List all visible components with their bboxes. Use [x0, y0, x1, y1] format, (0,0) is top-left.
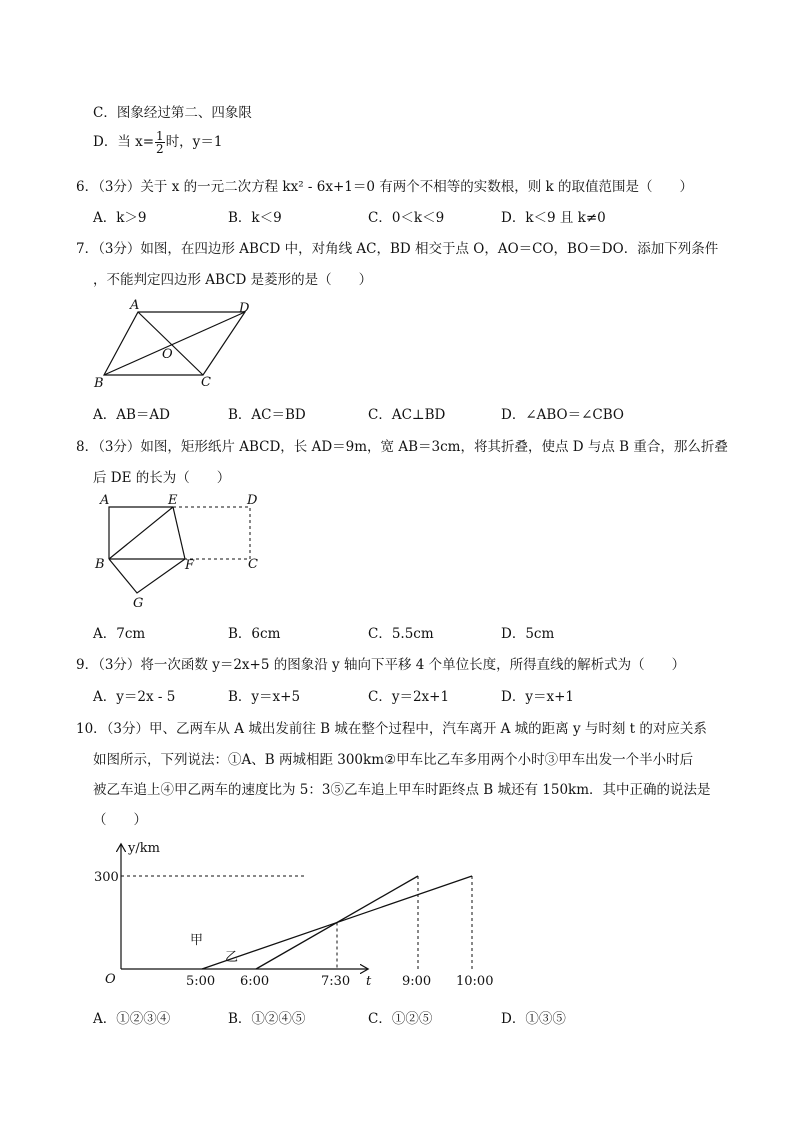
- q6-stem: 6．（3分）关于 x 的一元二次方程 kx² - 6x+1＝0 有两个不相等的实数根，则 k 的取值范围是（ ）: [76, 179, 694, 195]
- q7-option-a[interactable]: A．AB＝AD: [93, 407, 170, 423]
- segment-be: [109, 507, 173, 559]
- fold-line-ef: [173, 507, 185, 559]
- q10-option-c[interactable]: C．①②⑤: [368, 1011, 433, 1027]
- q8-stem-line1: 8．（3分）如图，矩形纸片 ABCD，长 AD＝9m，宽 AB＝3cm，将其折叠，使点 D 与点 B 重合，那么折叠: [76, 439, 728, 455]
- dashed-original-edcf: [173, 507, 250, 559]
- q6-option-c[interactable]: C．0＜k＜9: [368, 210, 445, 226]
- q5-option-c: C．图象经过第二、四象限: [93, 105, 252, 121]
- q6-option-b[interactable]: B．k＜9: [228, 210, 282, 226]
- q7-stem-line2: ，不能判定四边形 ABCD 是菱形的是（ ）: [93, 272, 373, 288]
- y-axis-label: y/km: [128, 841, 160, 856]
- q7-option-b[interactable]: B．AC＝BD: [228, 407, 306, 423]
- distance-time-chart: [94, 835, 494, 995]
- q8-option-c[interactable]: C．5.5cm: [368, 626, 434, 642]
- label-b: B: [94, 376, 104, 391]
- x-tick-label: 6:00: [240, 974, 270, 989]
- q9-stem: 9．（3分）将一次函数 y＝2x+5 的图象沿 y 轴向下平移 4 个单位长度，所得直线的解析式为（ ）: [76, 657, 686, 673]
- q8-option-b[interactable]: B．6cm: [228, 626, 281, 642]
- q6-options: [93, 206, 733, 226]
- q7-option-c[interactable]: C．AC⊥BD: [368, 407, 446, 423]
- q10-option-a[interactable]: A．①②③④: [93, 1011, 171, 1027]
- q8-fold-figure: [90, 490, 270, 615]
- q7-option-d[interactable]: D．∠ABO＝∠CBO: [501, 407, 625, 423]
- q7-stem-line1: 7．（3分）如图，在四边形 ABCD 中，对角线 AC，BD 相交于点 O，AO＝CO，BO＝DO．添加下列条件: [76, 241, 719, 257]
- label-d: D: [239, 301, 250, 316]
- q9-option-c[interactable]: C．y＝2x+1: [368, 689, 450, 705]
- q10-stem-line1: 10．（3分）甲、乙两车从 A 城出发前往 B 城在整个过程中，汽车离开 A 城的距离 y 与时刻 t 的对应关系: [76, 721, 707, 737]
- origin-label: O: [105, 972, 116, 987]
- q5-option-d: D．当 x= $\frac{1}{2}$ 时，y＝1: [93, 129, 223, 156]
- label-g: G: [133, 596, 144, 611]
- label-b: B: [95, 557, 105, 572]
- label-o: O: [162, 347, 173, 362]
- x-tick-label: 10:00: [456, 974, 494, 989]
- q10-stem-line4: （ ）: [93, 812, 147, 828]
- x-axis-label: t: [366, 974, 372, 989]
- label-c: C: [248, 557, 258, 572]
- q6-option-d[interactable]: D．k＜9 且 k≠0: [501, 210, 606, 226]
- x-tick-label: 9:00: [402, 974, 432, 989]
- q8-option-a[interactable]: A．7cm: [93, 626, 146, 642]
- fraction: $\frac{1}{2}$: [156, 129, 164, 156]
- q7-rhombus-figure: [90, 295, 260, 390]
- label-f: F: [185, 558, 195, 573]
- label-c: C: [201, 375, 211, 390]
- y-tick-label: 300: [94, 870, 119, 885]
- x-tick-label: 7:30: [321, 974, 351, 989]
- q9-option-d[interactable]: D．y＝x+1: [501, 689, 574, 705]
- q10-stem-line2: 如图所示，下列说法：①A、B 两城相距 300km②甲车比乙车多用两个小时③甲车出发一个半小时后: [93, 752, 694, 768]
- label-a: A: [130, 298, 140, 313]
- q10-stem-line3: 被乙车追上④甲乙两车的速度比为 5：3⑤乙车追上甲车时距终点 B 城还有 150km．其中正确的说法是: [93, 782, 711, 798]
- q9-options: [93, 685, 733, 705]
- series-label-yi: 乙: [225, 950, 239, 965]
- series-label-jia: 甲: [190, 933, 204, 948]
- q8-option-d[interactable]: D．5cm: [501, 626, 555, 642]
- q6-option-a[interactable]: A．k＞9: [93, 210, 147, 226]
- q8-stem-line2: 后 DE 的长为（ ）: [93, 470, 231, 486]
- diagonal-ac: [138, 312, 203, 375]
- q9-option-a[interactable]: A．y＝2x - 5: [93, 689, 176, 705]
- q7-options: [93, 403, 733, 423]
- q10-option-d[interactable]: D．①③⑤: [501, 1011, 566, 1027]
- label-e: E: [168, 493, 178, 508]
- q10-option-b[interactable]: B．①②④⑤: [228, 1011, 306, 1027]
- label-a: A: [100, 493, 110, 508]
- q8-options: [93, 622, 733, 642]
- x-tick-label: 5:00: [186, 974, 216, 989]
- label-d: D: [247, 493, 258, 508]
- q9-option-b[interactable]: B．y＝x+5: [228, 689, 301, 705]
- folded-triangle-bgf: [109, 559, 185, 593]
- q10-options: [93, 1007, 733, 1027]
